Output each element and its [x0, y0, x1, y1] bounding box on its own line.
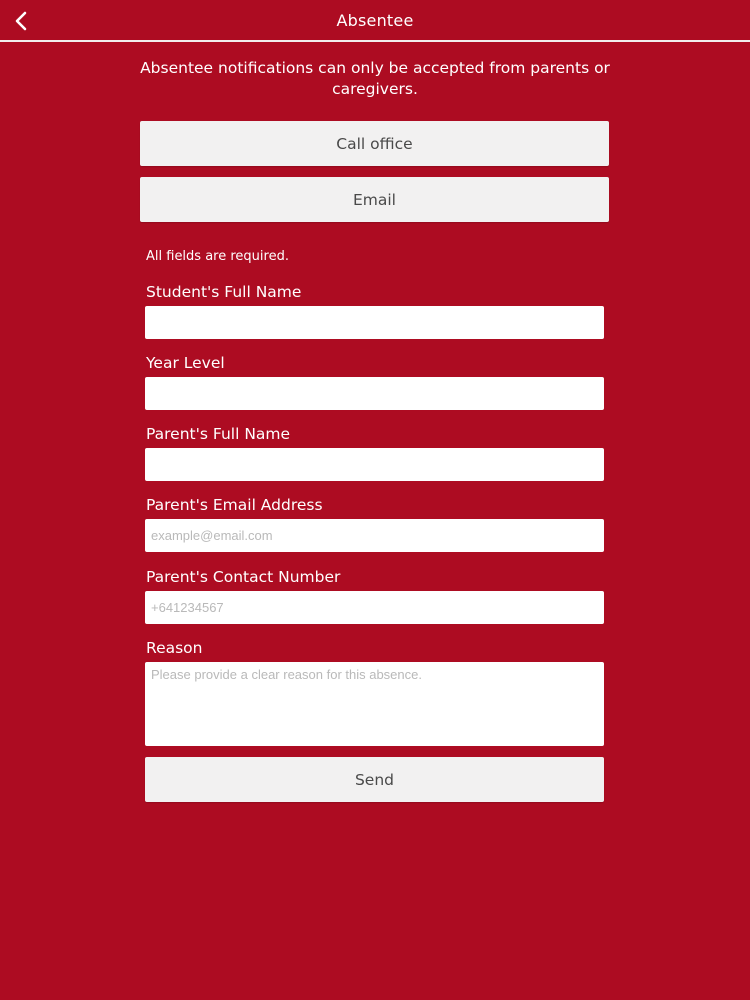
parent-phone-input[interactable]: [145, 591, 604, 624]
student-name-label: Student's Full Name: [146, 283, 302, 301]
email-button[interactable]: Email: [140, 177, 609, 222]
parent-name-label: Parent's Full Name: [146, 425, 291, 443]
navigation-bar: [0, 0, 750, 42]
student-name-input[interactable]: [145, 306, 604, 339]
page-title: Absentee: [336, 11, 414, 30]
year-level-label: Year Level: [146, 354, 225, 372]
send-button[interactable]: Send: [145, 757, 604, 802]
reason-label: Reason: [146, 639, 203, 657]
parent-email-input[interactable]: [145, 519, 604, 552]
required-fields-note: All fields are required.: [146, 249, 289, 264]
reason-textarea[interactable]: [145, 662, 604, 746]
year-level-input[interactable]: [145, 377, 604, 410]
call-office-button[interactable]: Call office: [140, 121, 609, 166]
intro-message: Absentee notifications can only be accepted from parents or caregivers.: [140, 59, 610, 98]
parent-phone-label: Parent's Contact Number: [146, 568, 341, 586]
parent-name-input[interactable]: [145, 448, 604, 481]
parent-email-label: Parent's Email Address: [146, 496, 323, 514]
